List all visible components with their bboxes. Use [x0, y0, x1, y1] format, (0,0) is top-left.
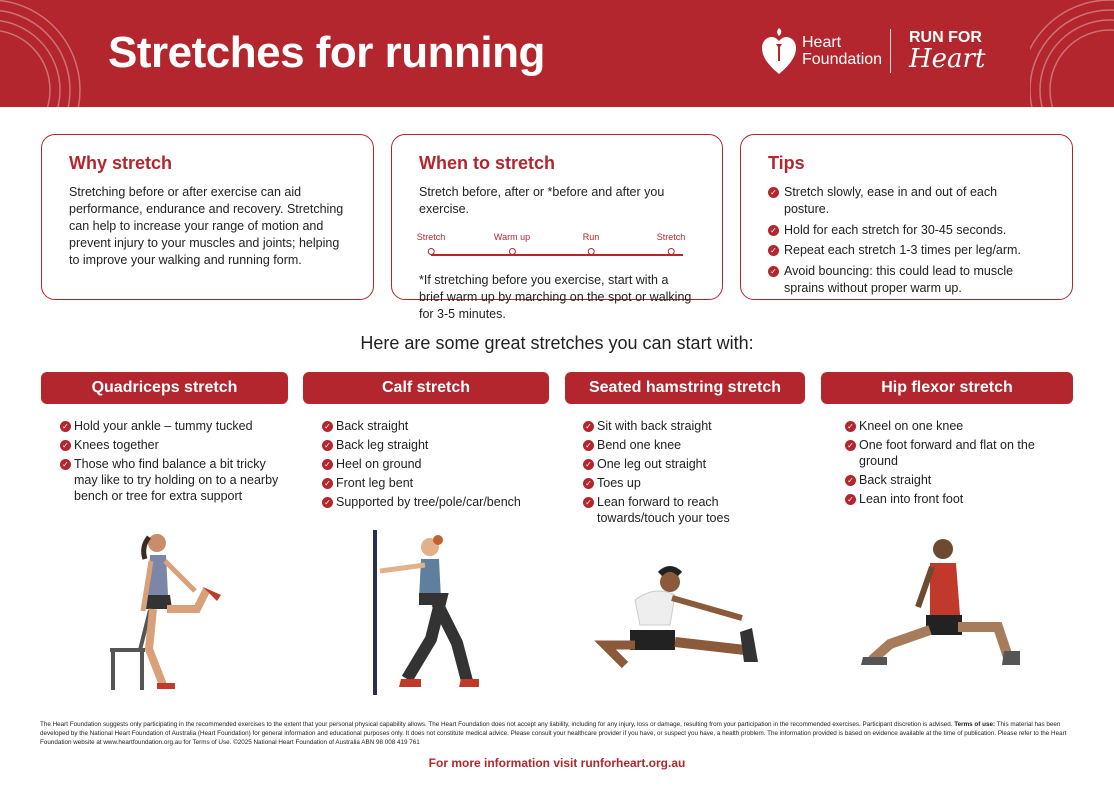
check-icon: ✓ — [322, 497, 333, 508]
heart-foundation-logo-icon — [762, 26, 796, 76]
logo-group — [762, 26, 985, 76]
check-icon: ✓ — [845, 440, 856, 451]
tip-item: ✓ Repeat each stretch 1-3 times per leg/arm. — [768, 242, 1045, 259]
check-icon: ✓ — [322, 478, 333, 489]
decorative-arcs-right — [1030, 0, 1114, 107]
when-to-stretch-title: When to stretch — [419, 153, 556, 173]
check-icon: ✓ — [768, 187, 779, 198]
timeline-label: Stretch — [656, 232, 686, 242]
list-item: ✓ Back straight — [322, 418, 557, 434]
footer-disclaimer — [40, 720, 1074, 747]
list-item: ✓ One foot forward and flat on the ground — [845, 437, 1045, 469]
check-icon: ✓ — [583, 459, 594, 470]
seated-hamstring-stretch-illustration — [590, 560, 770, 680]
decorative-arcs-left — [0, 0, 90, 107]
check-icon: ✓ — [845, 421, 856, 432]
check-icon: ✓ — [60, 440, 71, 451]
list-item: ✓ Toes up — [583, 475, 783, 491]
header-banner — [0, 0, 1114, 107]
tips-title: Tips — [768, 153, 805, 173]
list-item: ✓ Lean forward to reach towards/touch your toes — [583, 494, 783, 526]
more-info-link[interactable]: For more information visit runforheart.org.au — [428, 756, 686, 770]
list-item: ✓ Bend one knee — [583, 437, 783, 453]
check-icon: ✓ — [583, 421, 594, 432]
timeline-line — [431, 254, 683, 256]
timeline-point — [657, 232, 686, 255]
list-item: ✓ Knees together — [60, 437, 280, 453]
disclaimer-text: The Heart Foundation suggests only participating in the recommended exercises to the extent that your personal physical capability allows. The Heart Foundation does not accept any liability, including for any injury, loss or damage, resulting from your participation in the recommended exercises. Participant discretion is advised. — [40, 721, 953, 728]
heart-script-text: Heart — [909, 44, 986, 74]
check-icon: ✓ — [60, 421, 71, 432]
when-to-stretch-text: Stretch before, after or *before and after you exercise. — [419, 185, 665, 216]
calf-list — [322, 418, 557, 513]
quadriceps-stretch-illustration — [95, 525, 235, 695]
why-stretch-card — [41, 134, 374, 300]
terms-text: This material has been developed by the National Heart Foundation of Australia (Heart Foundation) for general information and educational purposes only. It does not constitute medical advice. Please consult your healthcare provider if you have, or suspect you have, a health problem. The information provided is based on evidence available at the time of publication. Please refer to the Heart Foundation website at www.heartfoundation.org.au for Terms of Use. ©2025 National Heart Foundation of Australia ABN 98 008 419 761 — [40, 721, 1067, 746]
logo-divider — [890, 29, 891, 73]
list-item: ✓ Lean into front foot — [845, 491, 1045, 507]
why-stretch-text: Stretching before or after exercise can aid performance, endurance and recovery. Stretching can help to increase your range of motion and prevent injury to your muscles and joints; helping to improve your walking and running form. — [69, 185, 344, 267]
hip-flexor-list — [845, 418, 1045, 510]
hamstring-header: Seated hamstring stretch — [565, 372, 805, 404]
tip-item: ✓ Avoid bouncing: this could lead to muscle sprains without proper warm up. — [768, 263, 1045, 297]
timeline-label: Warm up — [493, 232, 531, 242]
check-icon: ✓ — [583, 440, 594, 451]
check-icon: ✓ — [845, 475, 856, 486]
calf-stretch-illustration — [365, 525, 485, 700]
hip-flexor-header: Hip flexor stretch — [821, 372, 1073, 404]
check-icon: ✓ — [322, 459, 333, 470]
timeline-label: Stretch — [416, 232, 446, 242]
list-item: ✓ Kneel on one knee — [845, 418, 1045, 434]
check-icon: ✓ — [768, 245, 779, 256]
tip-item: ✓ Hold for each stretch for 30-45 seconds. — [768, 222, 1045, 239]
hip-flexor-stretch-illustration — [858, 535, 1033, 685]
list-item: ✓ Front leg bent — [322, 475, 557, 491]
list-item: ✓ Supported by tree/pole/car/bench — [322, 494, 557, 510]
check-icon: ✓ — [768, 266, 779, 277]
hamstring-list — [583, 418, 783, 529]
heart-foundation-logo-text: Heart Foundation — [802, 34, 883, 68]
list-item: ✓ Back leg straight — [322, 437, 557, 453]
tips-card — [740, 134, 1073, 300]
check-icon: ✓ — [583, 478, 594, 489]
list-item: ✓ Back straight — [845, 472, 1045, 488]
run-for-text: RUN FOR — [909, 29, 982, 46]
tip-item: ✓ Stretch slowly, ease in and out of each posture. — [768, 184, 1045, 218]
tips-list — [768, 184, 1045, 297]
timeline-point — [417, 232, 446, 255]
list-item: ✓ Sit with back straight — [583, 418, 783, 434]
check-icon: ✓ — [322, 440, 333, 451]
timeline-point — [583, 232, 600, 255]
list-item: ✓ One leg out straight — [583, 456, 783, 472]
check-icon: ✓ — [768, 225, 779, 236]
when-to-stretch-card — [391, 134, 723, 321]
check-icon: ✓ — [845, 494, 856, 505]
stretch-timeline — [416, 232, 695, 264]
run-for-heart-logo — [909, 30, 985, 72]
why-stretch-title: Why stretch — [69, 153, 173, 173]
check-icon: ✓ — [583, 497, 594, 508]
page-title: Stretches for running — [108, 28, 545, 77]
list-item: ✓ Hold your ankle – tummy tucked — [60, 418, 280, 434]
calf-header: Calf stretch — [303, 372, 549, 404]
warmup-note: *If stretching before you exercise, start with a brief warm up by marching on the spot or walking for 3-5 minutes. — [419, 273, 692, 321]
list-item: ✓ Those who find balance a bit tricky may like to try holding on to a nearby bench or tree for extra support — [60, 456, 280, 504]
timeline-point — [494, 232, 530, 255]
terms-label: Terms of use: — [954, 721, 996, 728]
quadriceps-list — [60, 418, 280, 507]
check-icon: ✓ — [60, 459, 71, 470]
timeline-label: Run — [582, 232, 600, 242]
check-icon: ✓ — [322, 421, 333, 432]
stretches-subheading: Here are some great stretches you can start with: — [360, 333, 754, 353]
list-item: ✓ Heel on ground — [322, 456, 557, 472]
quadriceps-header: Quadriceps stretch — [41, 372, 288, 404]
